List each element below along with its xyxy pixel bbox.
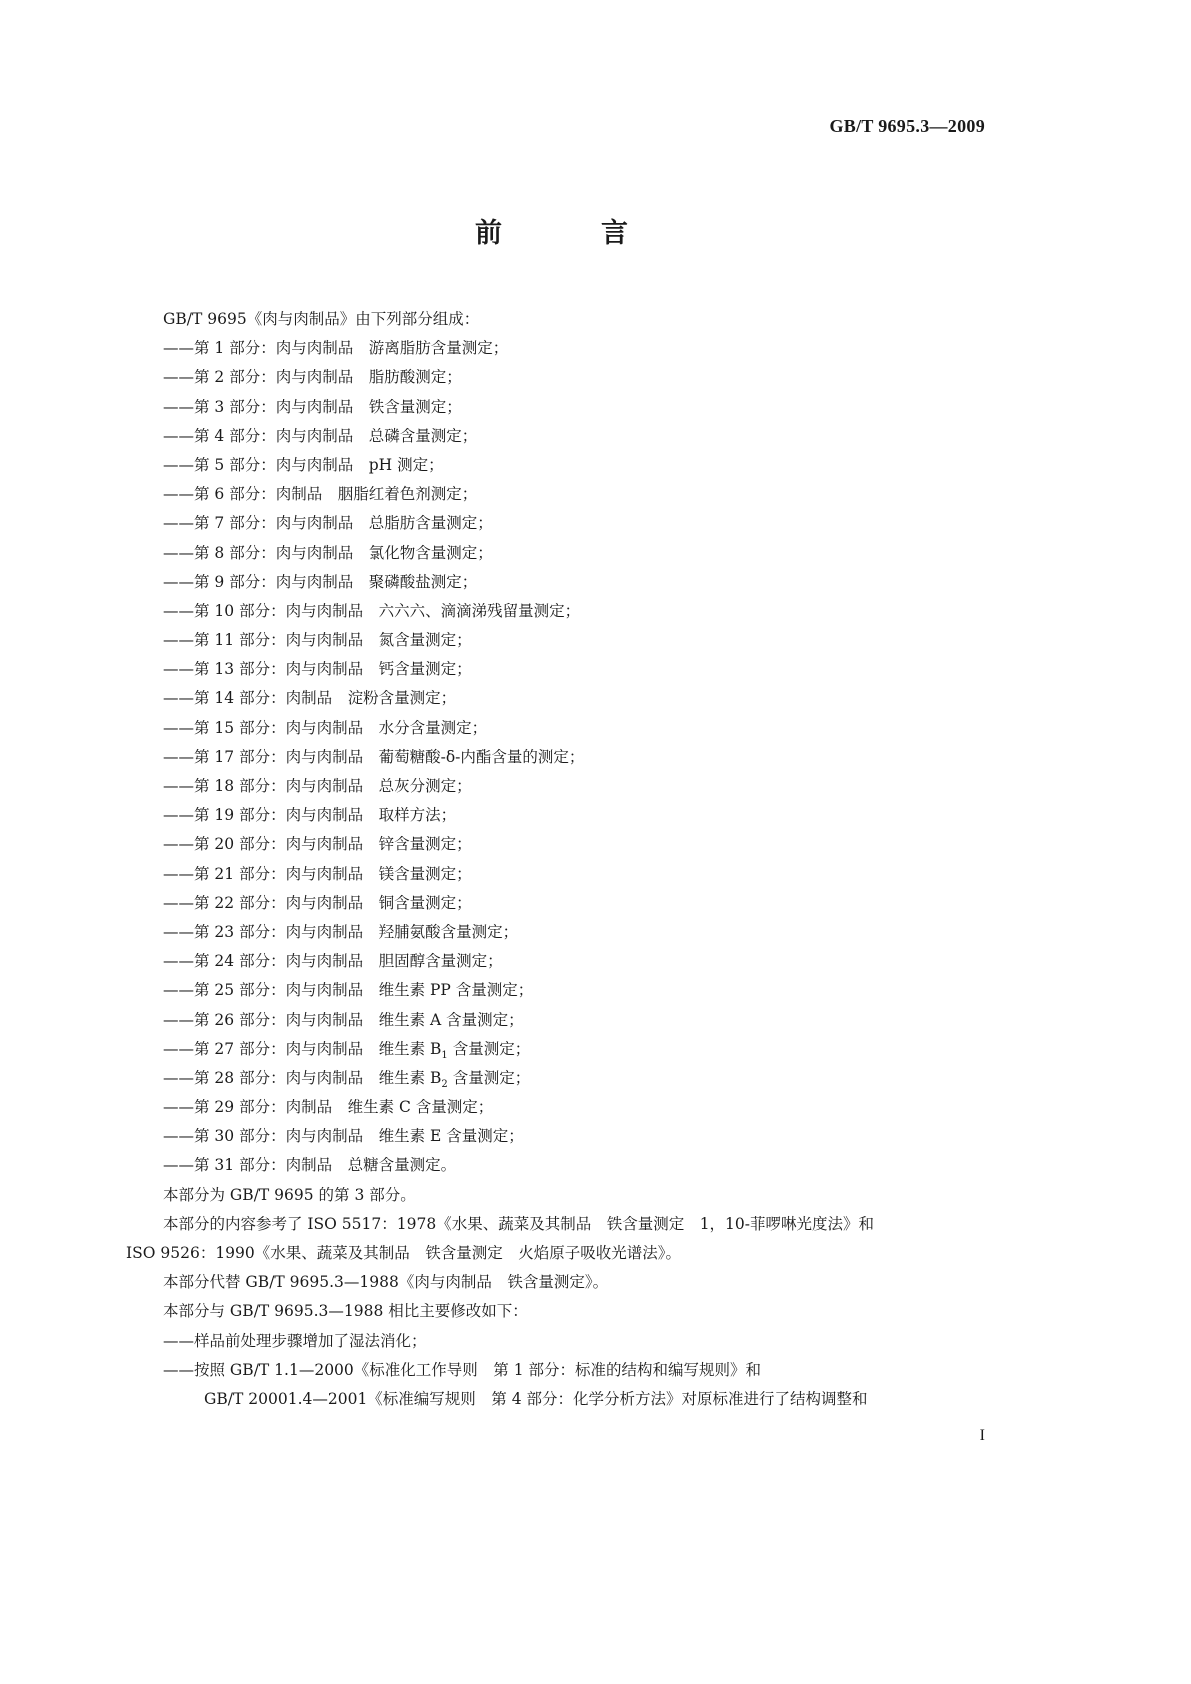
list-item: ——第 17 部分：肉与肉制品 葡萄糖酸-δ-内酯含量的测定； [163, 747, 585, 766]
paragraph: 本部分代替 GB/T 9695.3—1988《肉与肉制品 铁含量测定》。 [163, 1273, 609, 1292]
document-body [126, 305, 984, 1414]
list-item: ——第 25 部分：肉与肉制品 维生素 PP 含量测定； [163, 981, 534, 1000]
list-item: ——第 26 部分：肉与肉制品 维生素 A 含量测定； [163, 1010, 524, 1029]
list-item: ——第 6 部分：肉制品 胭脂红着色剂测定； [163, 485, 478, 504]
list-item: ——第 24 部分：肉与肉制品 胆固醇含量测定； [163, 952, 503, 971]
intro-paragraph: GB/T 9695《肉与肉制品》由下列部分组成： [163, 310, 480, 328]
list-item: ——第 19 部分：肉与肉制品 取样方法； [163, 806, 457, 825]
list-item: ——第 2 部分：肉与肉制品 脂肪酸测定； [163, 368, 462, 387]
list-item: ——第 10 部分：肉与肉制品 六六六、滴滴涕残留量测定； [163, 601, 581, 620]
list-item: ——第 13 部分：肉与肉制品 钙含量测定； [163, 660, 472, 679]
parts-list-tail [126, 1093, 984, 1181]
paragraph: 本部分的内容参考了 ISO 5517：1978《水果、蔬菜及其制品 铁含量测定 1，10-菲啰啉光度法》和 [163, 1214, 875, 1233]
list-item: ——第 5 部分：肉与肉制品 pH 测定； [163, 455, 444, 474]
list-item: ——第 18 部分：肉与肉制品 总灰分测定； [163, 777, 472, 795]
change-item: ——样品前处理步骤增加了湿法消化； [163, 1331, 427, 1350]
page-title: 前 言 [475, 218, 664, 249]
list-item: ——第 3 部分：肉与肉制品 铁含量测定； [163, 397, 462, 416]
list-item: ——第 11 部分：肉与肉制品 氮含量测定； [163, 631, 472, 650]
list-item: ——第 7 部分：肉与肉制品 总脂肪含量测定； [163, 514, 493, 533]
paragraph: 本部分与 GB/T 9695.3—1988 相比主要修改如下： [163, 1302, 528, 1321]
parts-list [126, 334, 984, 1035]
list-item: ——第 27 部分：肉与肉制品 维生素 $B_1$ 含量测定； [163, 1039, 531, 1061]
list-item: ——第 23 部分：肉与肉制品 羟脯氨酸含量测定； [163, 922, 519, 941]
standard-number: GB/T 9695.3—2009 [829, 116, 985, 136]
list-item: ——第 14 部分：肉制品 淀粉含量测定； [163, 689, 457, 708]
list-item: ——第 20 部分：肉与肉制品 锌含量测定； [163, 835, 472, 854]
list-item: ——第 15 部分：肉与肉制品 水分含量测定； [163, 718, 488, 737]
list-item: ——第 1 部分：肉与肉制品 游离脂肪含量测定； [163, 339, 509, 358]
paragraph: 本部分为 GB/T 9695 的第 3 部分。 [163, 1185, 416, 1204]
list-item: ——第 22 部分：肉与肉制品 铜含量测定； [163, 893, 472, 912]
list-item: ——第 4 部分：肉与肉制品 总磷含量测定； [163, 426, 478, 445]
change-item: ——按照 GB/T 1.1—2000《标准化工作导则 第 1 部分：标准的结构和编写规则》和 [163, 1360, 762, 1379]
list-item: ——第 28 部分：肉与肉制品 维生素 $B_2$ 含量测定； [163, 1068, 531, 1090]
list-item: ——第 31 部分：肉制品 总糖含量测定。 [163, 1156, 457, 1175]
list-item: ——第 30 部分：肉与肉制品 维生素 E 含量测定； [163, 1127, 524, 1146]
list-item: ——第 21 部分：肉与肉制品 镁含量测定； [163, 864, 472, 883]
list-item: ——第 8 部分：肉与肉制品 氯化物含量测定； [163, 543, 493, 562]
list-item: ——第 29 部分：肉制品 维生素 C 含量测定； [163, 1098, 494, 1117]
paragraph-continuation: ISO 9526：1990《水果、蔬菜及其制品 铁含量测定 火焰原子吸收光谱法》。 [126, 1244, 682, 1262]
list-item: ——第 9 部分：肉与肉制品 聚磷酸盐测定； [163, 572, 478, 591]
page-number: I [979, 1427, 985, 1444]
change-item-continuation: GB/T 20001.4—2001《标准编写规则 第 4 部分：化学分析方法》对原标准进行了结构调整和 [204, 1389, 868, 1408]
